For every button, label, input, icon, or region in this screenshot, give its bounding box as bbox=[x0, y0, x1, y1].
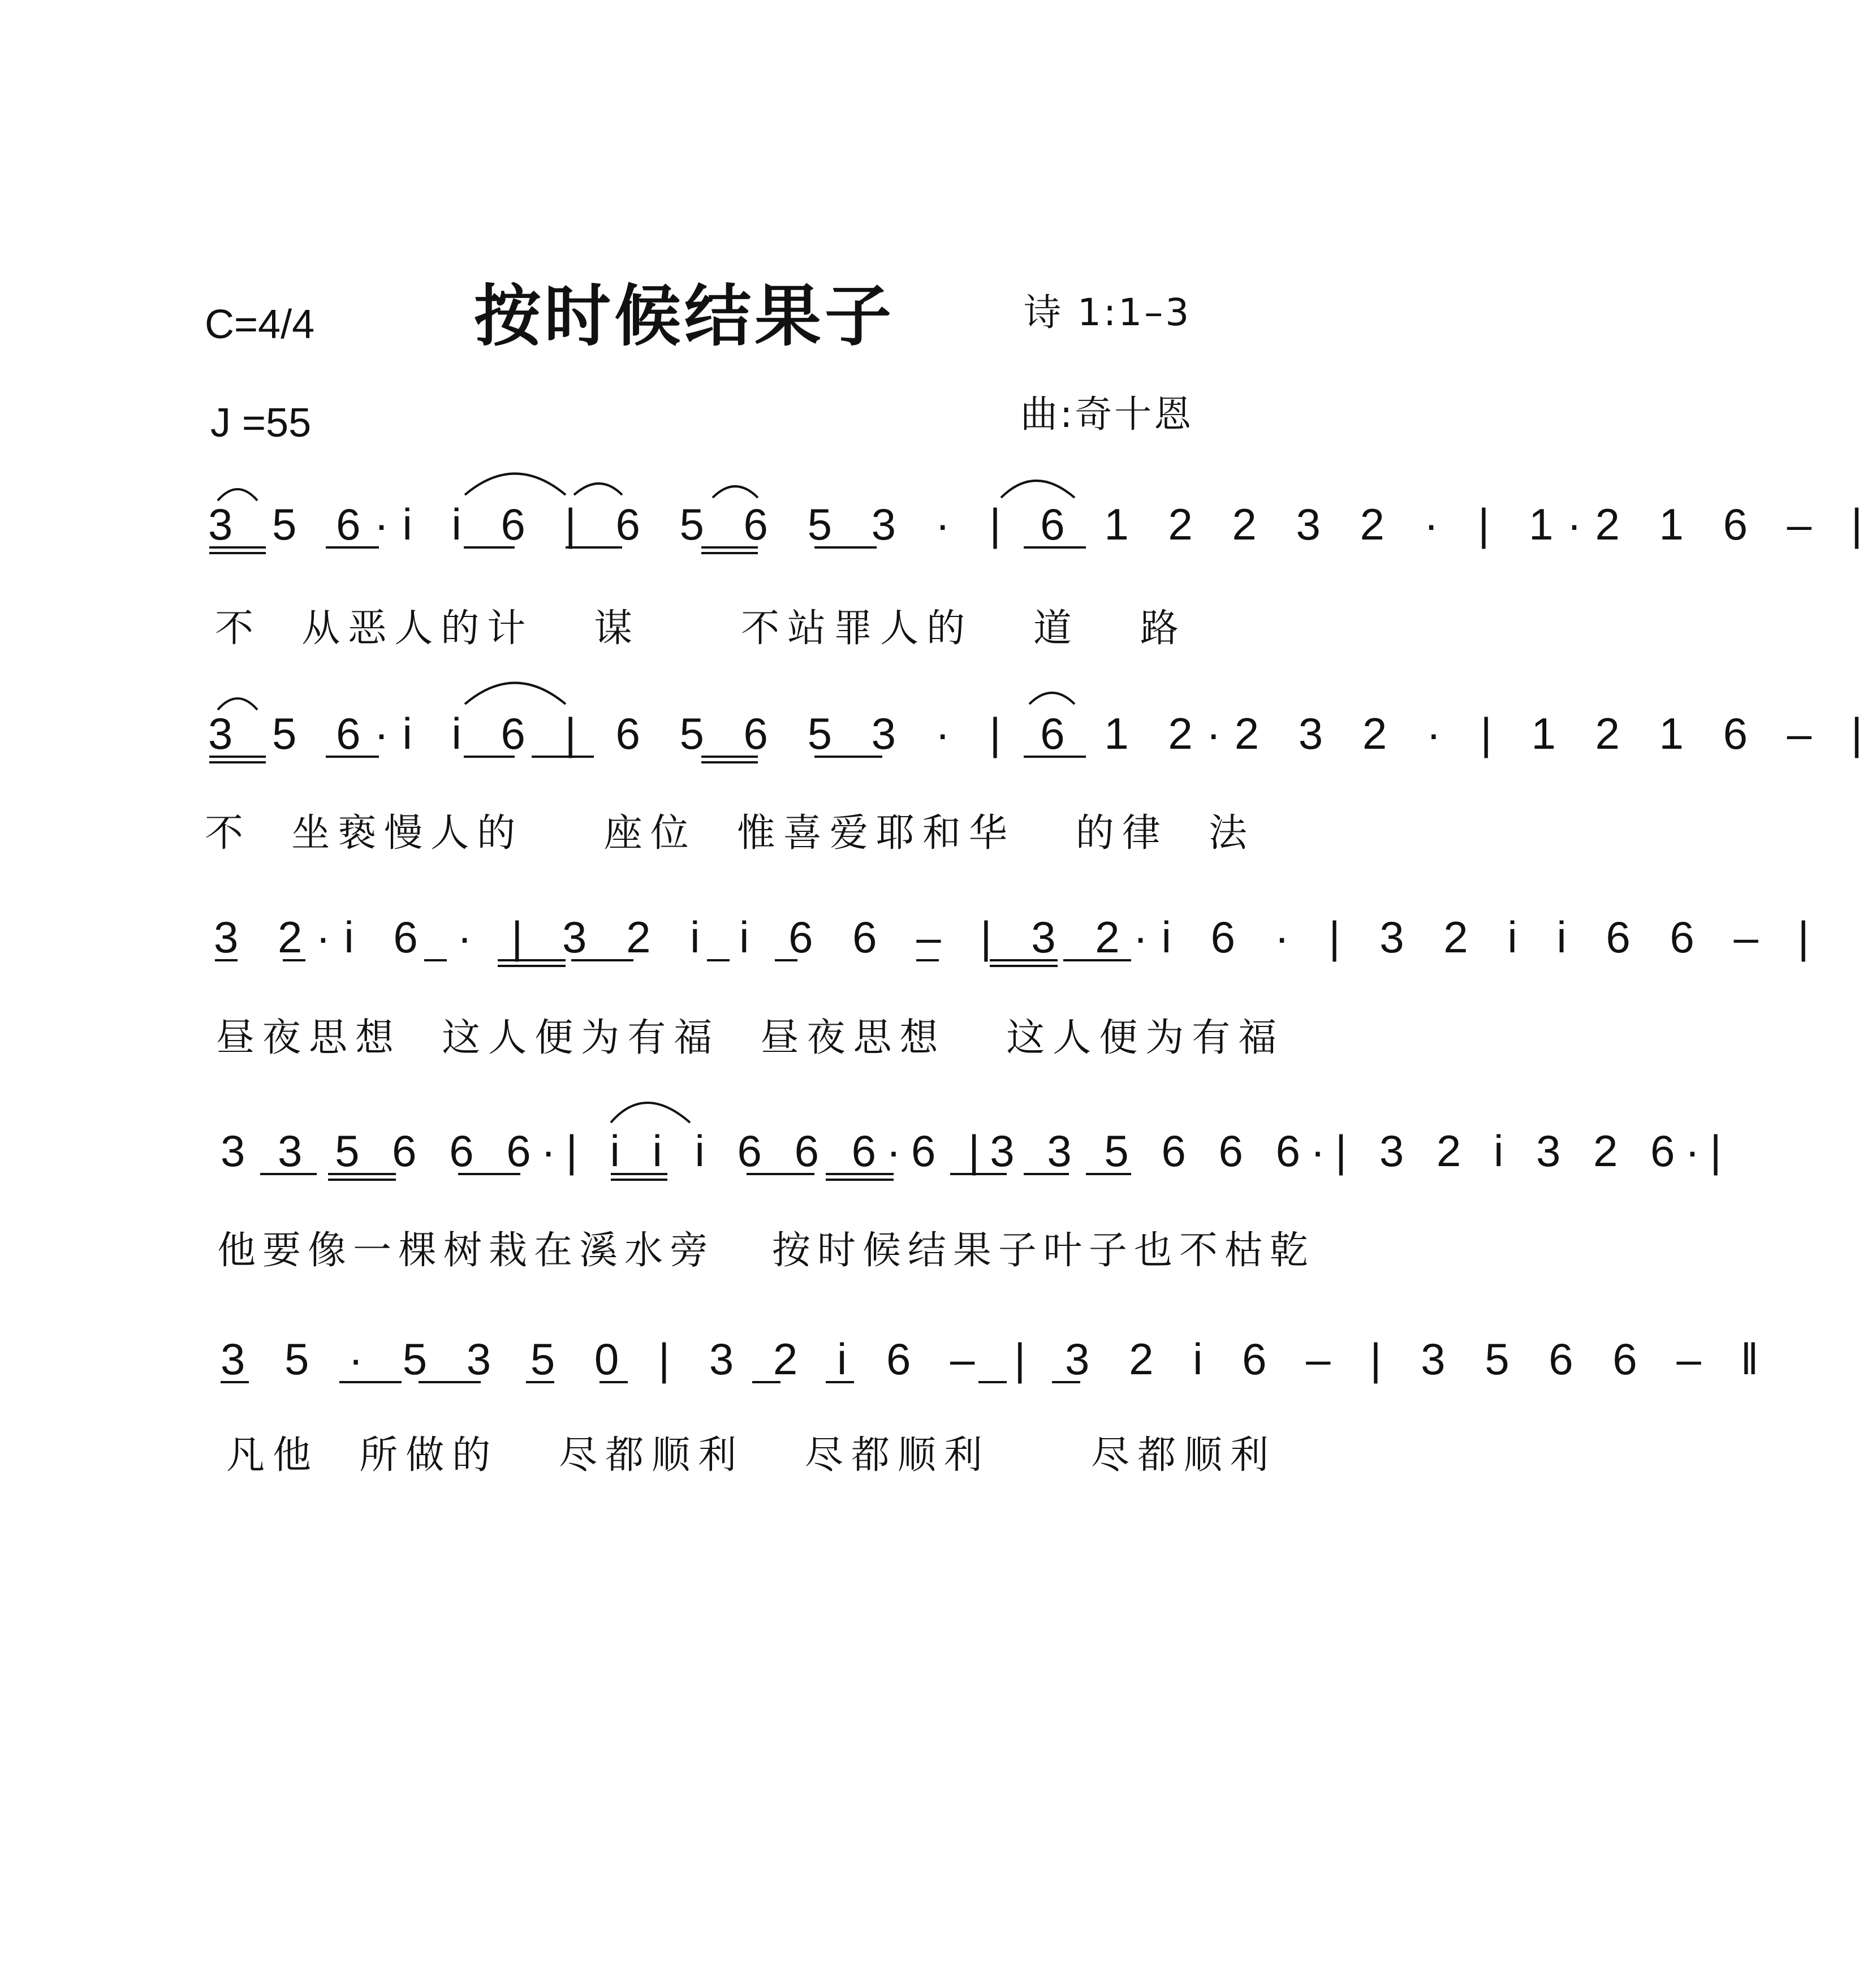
key-time-signature: C=4/4 bbox=[205, 302, 315, 347]
slur-mark bbox=[611, 1103, 690, 1123]
slur-mark bbox=[574, 484, 622, 495]
scripture-reference: 诗 1:1–3 bbox=[1024, 291, 1192, 334]
slur-mark bbox=[1029, 693, 1075, 704]
notation-line-2: 3 5 6·i i 6 | 6 5 6 5 3 · | 6 1 2·2 3 2 · | 1 2 1 6 – | bbox=[208, 709, 1876, 758]
composer-credit: 曲:奇十恩 bbox=[1020, 392, 1194, 436]
lyrics-line-5: 凡他 所做的 尽都顺利 尽都顺利 尽都顺利 bbox=[226, 1433, 1276, 1478]
notation-line-3: 3 2·i 6 · | 3 2 i i 6 6 – | 3 2·i 6 · | 3 2 i i 6 6 – | bbox=[214, 912, 1823, 962]
slur-mark bbox=[465, 683, 566, 705]
lyrics-line-1: 不 从恶人的计 谋 不站罪人的 道 路 bbox=[215, 606, 1187, 651]
lyrics-line-3: 昼夜思想 这人便为有福 昼夜思想 这人便为有福 bbox=[216, 1016, 1285, 1060]
lyrics-line-4: 他要像一棵树栽在溪水旁 按时候结果子叶子也不枯乾 bbox=[217, 1228, 1315, 1273]
slur-mark bbox=[218, 489, 257, 500]
lyrics-line-2: 不 坐亵慢人的 座位 惟喜爱耶和华 的律 法 bbox=[205, 811, 1255, 856]
tempo-marking: J =55 bbox=[210, 400, 312, 446]
notation-line-4: 3 3 5 6 6 6·| i i i 6 6 6·6 |3 3 5 6 6 6·| 3 2 i 3 2 6·| bbox=[221, 1126, 1732, 1176]
page-title: 按时候结果子 bbox=[474, 277, 895, 355]
slur-mark bbox=[1001, 481, 1075, 498]
notation-line-5: 3 5 · 5 3 5 0 | 3 2 i 6 – | 3 2 i 6 – | 3 5 6 6 – ‖ bbox=[221, 1334, 1773, 1384]
slur-mark bbox=[465, 474, 566, 495]
slur-mark bbox=[713, 486, 758, 498]
slur-mark bbox=[218, 698, 257, 710]
notation-line-1: 3 5 6·i i 6 | 6 5 6 5 3 · | 6 1 2 2 3 2 · | 1·2 1 6 – | bbox=[208, 499, 1876, 549]
